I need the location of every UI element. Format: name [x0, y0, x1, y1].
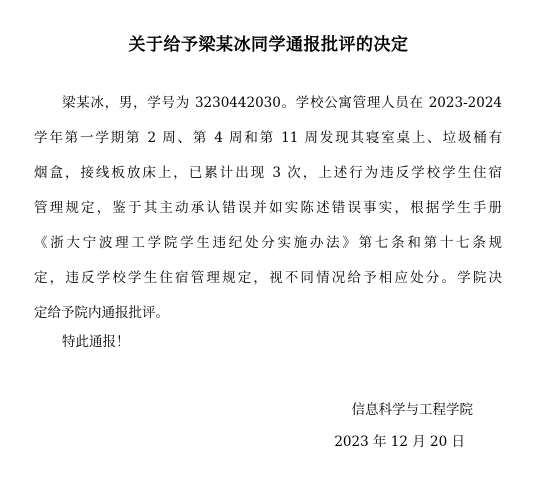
body-line: 定给予院内通报批评。 [34, 305, 169, 321]
issuer-signature: 信息科学与工程学院 [351, 402, 473, 418]
closing-statement: 特此通报！ [62, 334, 130, 350]
body-line: 梁某冰，男，学号为 3230442030。学校公寓管理人员在 2023-2024 [62, 95, 502, 111]
document-body [34, 86, 502, 331]
body-line: 管理规定，鉴于其主动承认错误并如实陈述错误事实，根据学生手册 [34, 200, 502, 216]
document-title: 关于给予梁某冰同学通报批评的决定 [128, 35, 409, 55]
body-line: 定，违反学校学生住宿管理规定，视不同情况给予相应处分。学院决 [34, 270, 502, 286]
body-line: 学年第一学期第 2 周、第 4 周和第 11 周发现其寝室桌上、垃圾桶有 [34, 130, 502, 146]
issue-date: 2023 年 12 月 20 日 [334, 434, 465, 450]
body-line: 《浙大宁波理工学院学生违纪处分实施办法》第七条和第十七条规 [34, 235, 502, 251]
body-line: 烟盒，接线板放床上，已累计出现 3 次，上述行为违反学校学生住宿 [34, 165, 502, 181]
